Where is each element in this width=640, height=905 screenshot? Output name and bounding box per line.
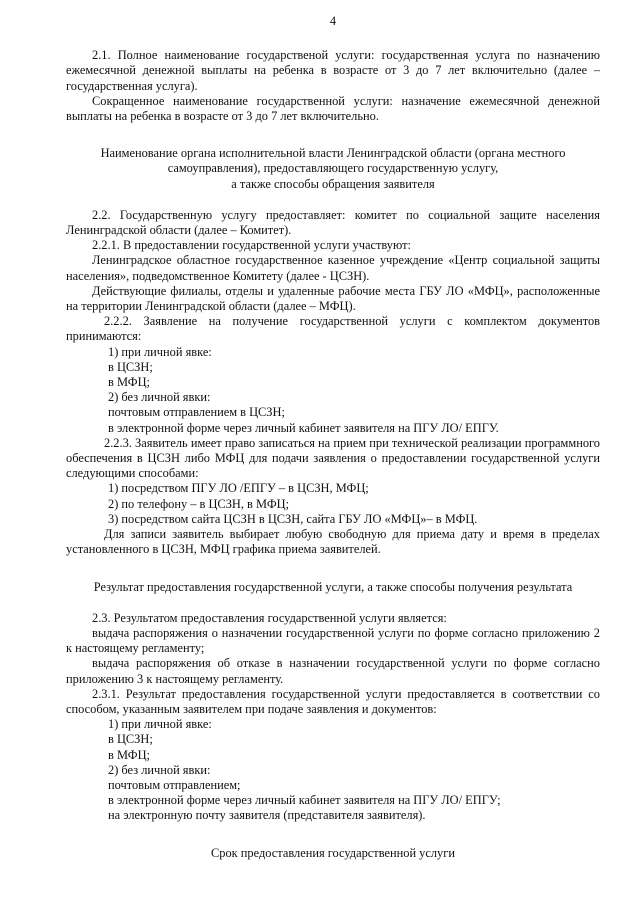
list-item: 1) при личной явке:: [108, 344, 212, 359]
paragraph-2-2-3: 2.2.3. Заявитель имеет право записаться на прием при технической реализации программного обеспечения в ЦСЗН либо МФЦ для подачи заявления о предоставлении государственной услуги следующими способами:: [66, 435, 600, 481]
paragraph-2-2: 2.2. Государственную услугу предоставляет: комитет по социальной защите населения Ленинградской области (далее – Комитет).: [66, 207, 600, 238]
paragraph-2-3-1: 2.3.1. Результат предоставления государственной услуги предоставляется в соответствии со способом, указанным заявителем при подаче заявления и документов:: [66, 686, 600, 716]
section-heading-result: Результат предоставления государственной услуги, а также способы получения результата: [93, 579, 573, 594]
section-heading-authority-line-3: а также способы обращения заявителя: [231, 176, 435, 191]
paragraph-result-grant: выдача распоряжения о назначении государственной услуги по форме согласно приложению 2 к настоящему регламенту;: [66, 625, 600, 656]
paragraph-2-2-2: 2.2.2. Заявление на получение государственной услуги с комплектом документов принимаются:: [66, 314, 600, 344]
list-item: почтовым отправлением;: [108, 777, 241, 792]
paragraph-2-3: 2.3. Результатом предоставления государственной услуги является:: [92, 610, 447, 625]
list-item: 3) посредством сайта ЦСЗН в ЦСЗН, сайта ГБУ ЛО «МФЦ»– в МФЦ.: [108, 511, 478, 526]
list-item: на электронную почту заявителя (представителя заявителя).: [108, 808, 426, 823]
list-item: 1) при личной явке:: [108, 717, 212, 732]
list-item: 2) без личной явки:: [108, 390, 211, 405]
section-heading-term: Срок предоставления государственной услуги: [211, 845, 455, 860]
paragraph-2-2-1: 2.2.1. В предоставлении государственной услуги участвуют:: [92, 238, 411, 253]
list-item: в ЦСЗН;: [108, 359, 153, 374]
list-item: в МФЦ;: [108, 375, 150, 390]
list-item: почтовым отправлением в ЦСЗН;: [108, 405, 285, 420]
list-item: 2) по телефону – в ЦСЗН, в МФЦ;: [108, 496, 290, 511]
list-item: в МФЦ;: [108, 747, 150, 762]
list-item: в электронной форме через личный кабинет заявителя на ПГУ ЛО/ ЕПГУ.: [108, 420, 499, 435]
paragraph-short-name: Сокращенное наименование государственной услуги: назначение ежемесячной денежной выплаты на ребенка в возрасте от 3 до 7 лет включительно.: [66, 93, 600, 124]
list-item: в электронной форме через личный кабинет заявителя на ПГУ ЛО/ ЕПГУ;: [108, 793, 501, 808]
section-heading-authority-line-2: самоуправления), предоставляющего государственную услугу,: [167, 161, 499, 176]
paragraph-result-refusal: выдача распоряжения об отказе в назначении государственной услуги по форме согласно приложению 3 к настоящему регламенту.: [66, 656, 600, 686]
paragraph-2-1: 2.1. Полное наименование государственой услуги: государственная услуга по назначению ежемесячной денежной выплаты на ребенка в возрасте от 3 до 7 лет включительно (далее – государственная услуга).: [66, 48, 600, 93]
paragraph-mfc: Действующие филиалы, отделы и удаленные рабочие места ГБУ ЛО «МФЦ», расположенные на территории Ленинградской области (далее – МФЦ).: [66, 283, 600, 314]
paragraph-record: Для записи заявитель выбирает любую свободную для приема дату и время в пределах установленного в ЦСЗН, МФЦ графика приема заявителей.: [66, 527, 600, 557]
list-item: 2) без личной явки:: [108, 762, 211, 777]
list-item: в ЦСЗН;: [108, 732, 153, 747]
paragraph-cszn: Ленинградское областное государственное казенное учреждение «Центр социальной защиты населения», подведомственное Комитету (далее - ЦСЗН).: [66, 253, 600, 283]
section-heading-authority-line-1: Наименование органа исполнительной власти Ленинградской области (органа местного: [100, 146, 566, 161]
page-number: 4: [329, 14, 337, 28]
list-item: 1) посредством ПГУ ЛО /ЕПГУ – в ЦСЗН, МФЦ;: [108, 481, 369, 496]
